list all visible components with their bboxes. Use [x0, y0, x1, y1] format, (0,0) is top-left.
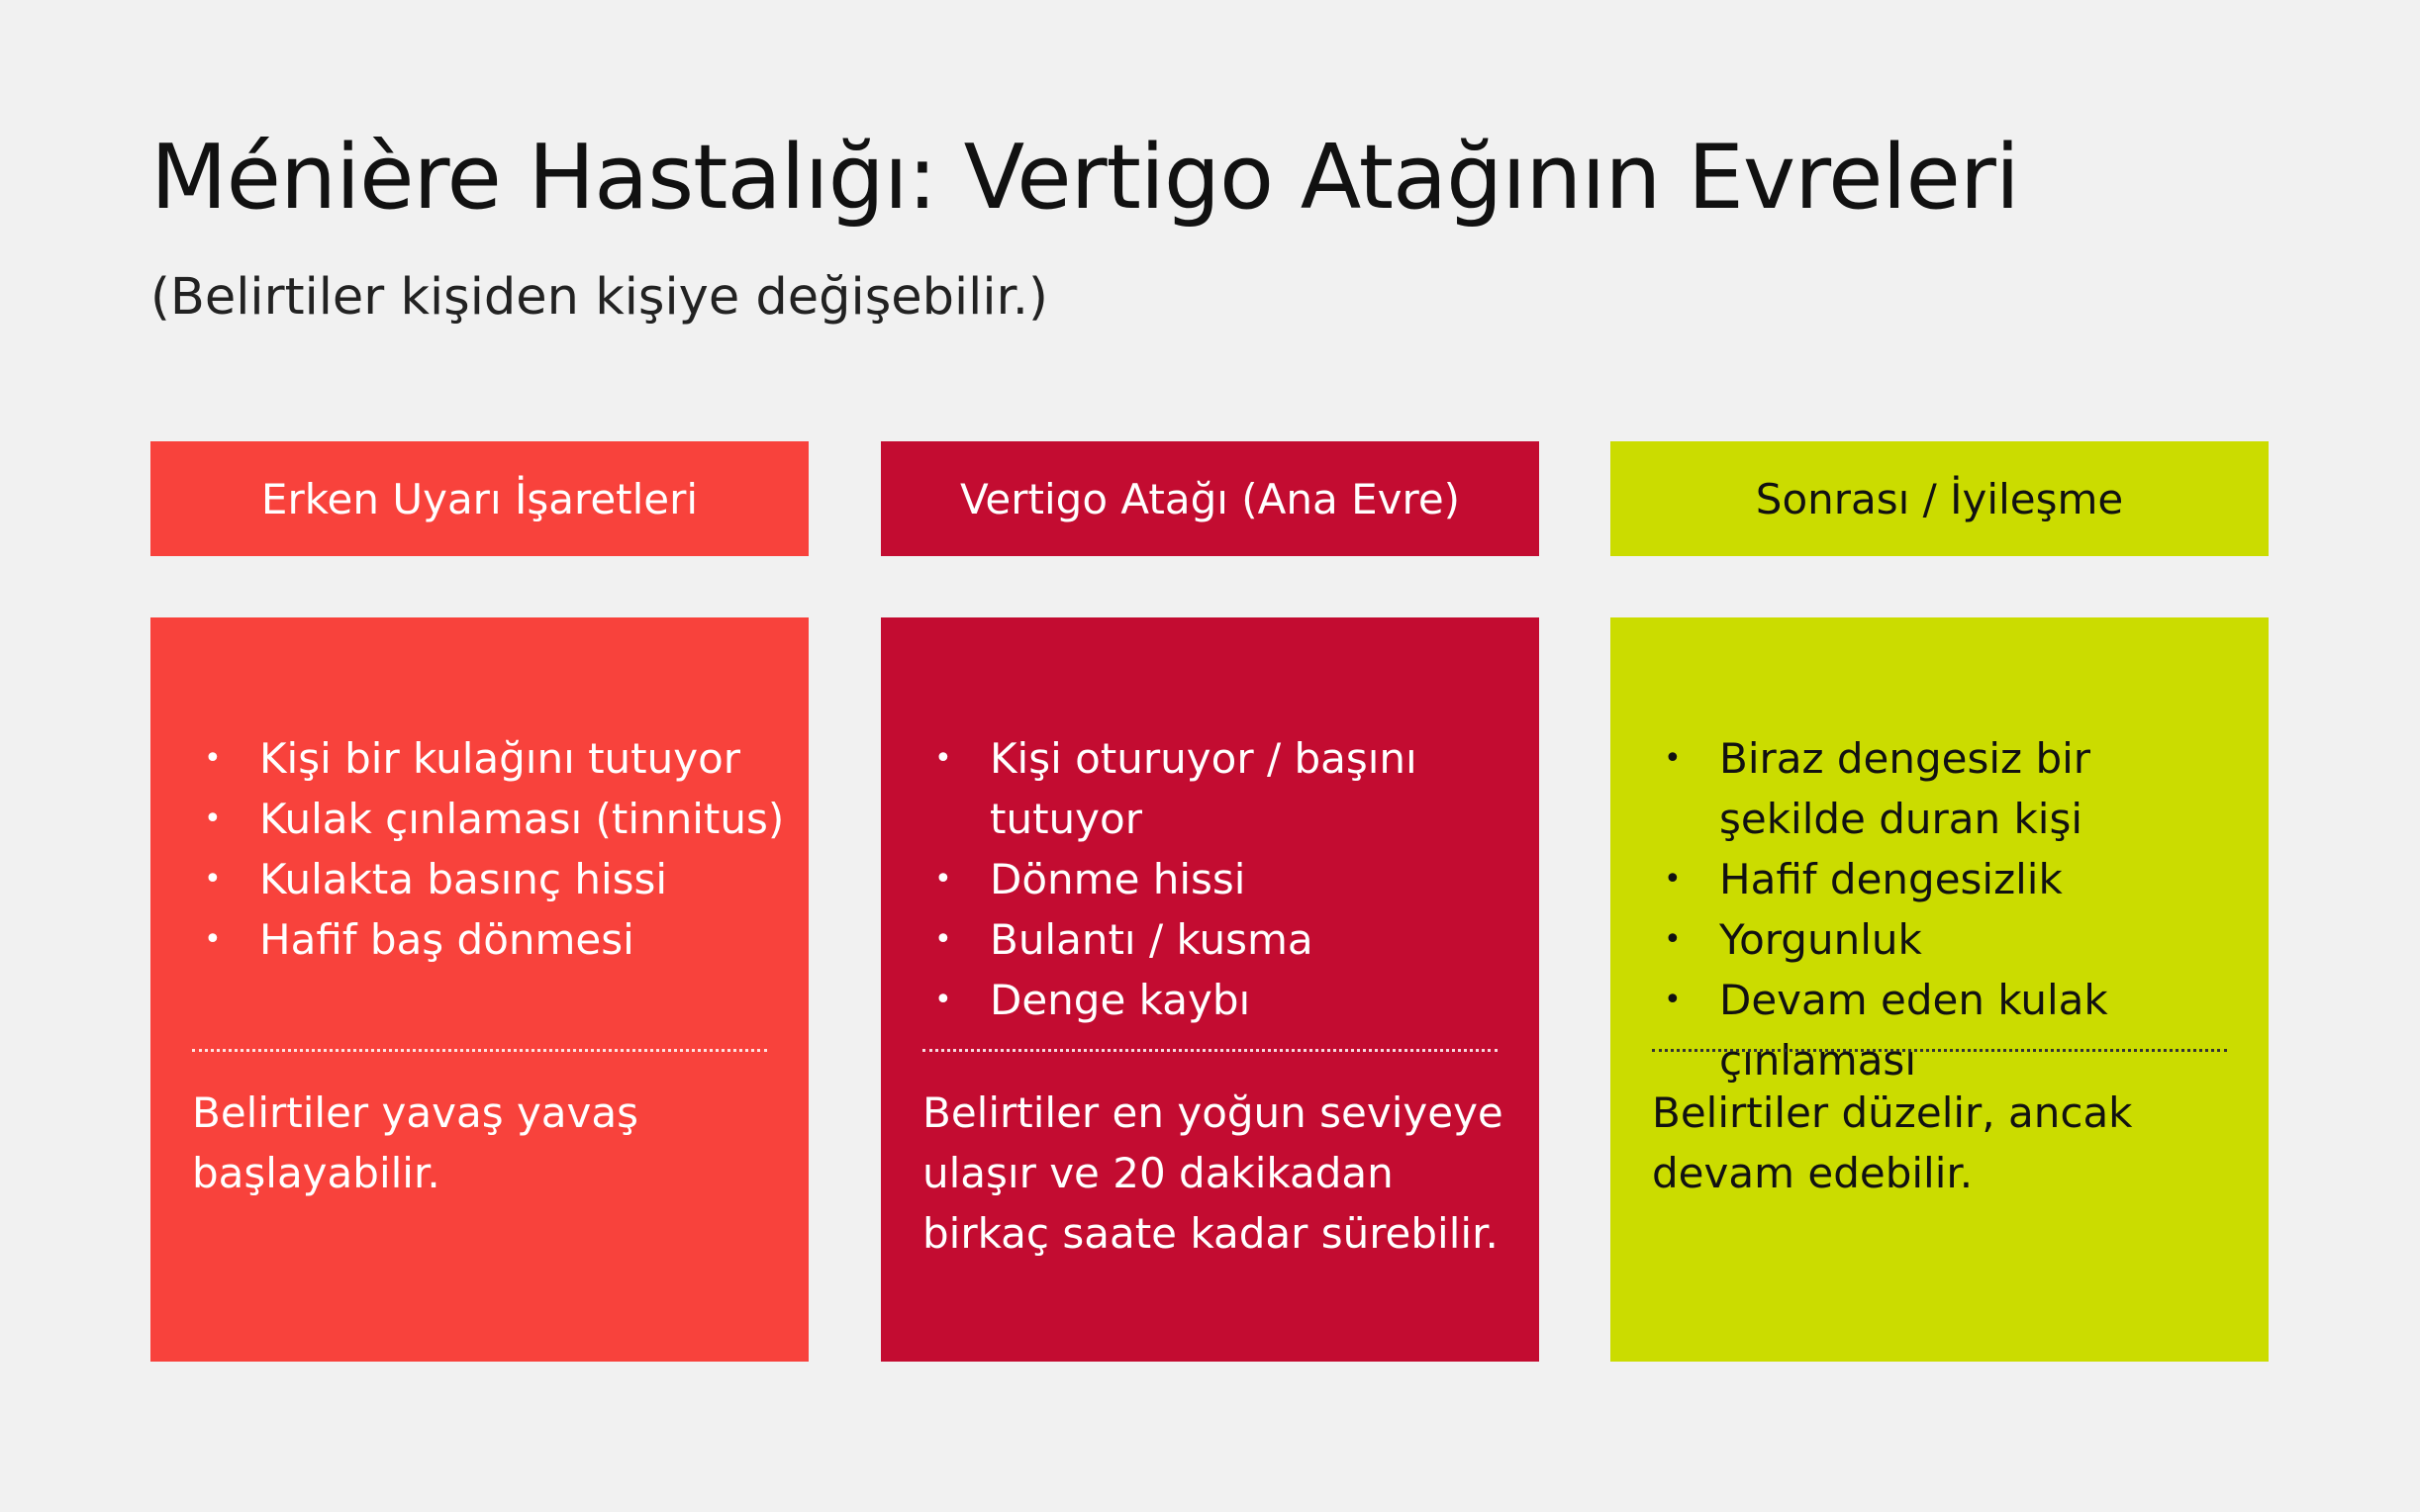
bullet-icon: • [204, 862, 222, 897]
symptom-text: Biraz dengesiz bir şekilde duran kişi [1719, 734, 2091, 843]
symptom-list [192, 728, 789, 970]
stage-note: Belirtiler düzelir, ancak devam edebilir. [1652, 1088, 2133, 1197]
symptom-text: Denge kaybı [990, 976, 1251, 1024]
symptom-list [1652, 728, 2249, 1090]
stage-body [1610, 617, 2269, 1362]
symptom-item [1652, 970, 2249, 1090]
stage-header: Erken Uyarı İşaretleri [150, 441, 809, 556]
stage-column-vertigo-attack [881, 441, 1539, 1258]
bullet-icon: • [1664, 983, 1682, 1017]
symptom-item [922, 849, 1519, 909]
bullet-icon: • [1664, 862, 1682, 897]
stage-body [881, 617, 1539, 1362]
stage-note: Belirtiler yavaş yavaş başlayabilir. [192, 1088, 639, 1197]
symptom-text: Hafif baş dönmesi [259, 915, 634, 964]
stage-note: Belirtiler en yoğun seviyeye ulaşır ve 20 dakikadan birkaç saate kadar sürebilir. [922, 1088, 1503, 1258]
bullet-icon: • [1664, 922, 1682, 957]
symptom-item [192, 728, 789, 789]
stage-header: Vertigo Atağı (Ana Evre) [881, 441, 1539, 556]
bullet-icon: • [934, 922, 952, 957]
dotted-divider [192, 1049, 767, 1052]
symptom-item [192, 849, 789, 909]
symptom-text: Kulakta basınç hissi [259, 855, 668, 903]
bullet-icon: • [204, 802, 222, 836]
symptom-text: Dönme hissi [990, 855, 1246, 903]
page-subtitle: (Belirtiler kişiden kişiye değişebilir.) [150, 268, 1048, 327]
dotted-divider [922, 1049, 1498, 1052]
symptom-item [922, 970, 1519, 1030]
symptom-item [922, 909, 1519, 970]
stage-header: Sonrası / İyileşme [1610, 441, 2269, 556]
dotted-divider [1652, 1049, 2227, 1052]
stage-body [150, 617, 809, 1362]
bullet-icon: • [934, 862, 952, 897]
stage-column-recovery [1610, 441, 2269, 1197]
symptom-item [1652, 728, 2249, 849]
symptom-text: Devam eden kulak çınlaması [1719, 976, 2108, 1085]
symptom-text: Kişi oturuyor / başını tutuyor [990, 734, 1417, 843]
stage-column-early-warning [150, 441, 809, 1197]
symptom-item [192, 909, 789, 970]
symptom-item [1652, 849, 2249, 909]
bullet-icon: • [934, 741, 952, 776]
symptom-text: Yorgunluk [1719, 915, 1922, 964]
symptom-text: Kişi bir kulağını tutuyor [259, 734, 741, 783]
symptom-text: Hafif dengesizlik [1719, 855, 2063, 903]
bullet-icon: • [204, 741, 222, 776]
symptom-item [1652, 909, 2249, 970]
bullet-icon: • [934, 983, 952, 1017]
page-title: Ménière Hastalığı: Vertigo Atağının Evreleri [150, 126, 2019, 230]
symptom-text: Kulak çınlaması (tinnitus) [259, 795, 785, 843]
bullet-icon: • [204, 922, 222, 957]
symptom-item [192, 789, 789, 849]
symptom-list [922, 728, 1519, 1030]
symptom-item [922, 728, 1519, 849]
symptom-text: Bulantı / kusma [990, 915, 1313, 964]
bullet-icon: • [1664, 741, 1682, 776]
